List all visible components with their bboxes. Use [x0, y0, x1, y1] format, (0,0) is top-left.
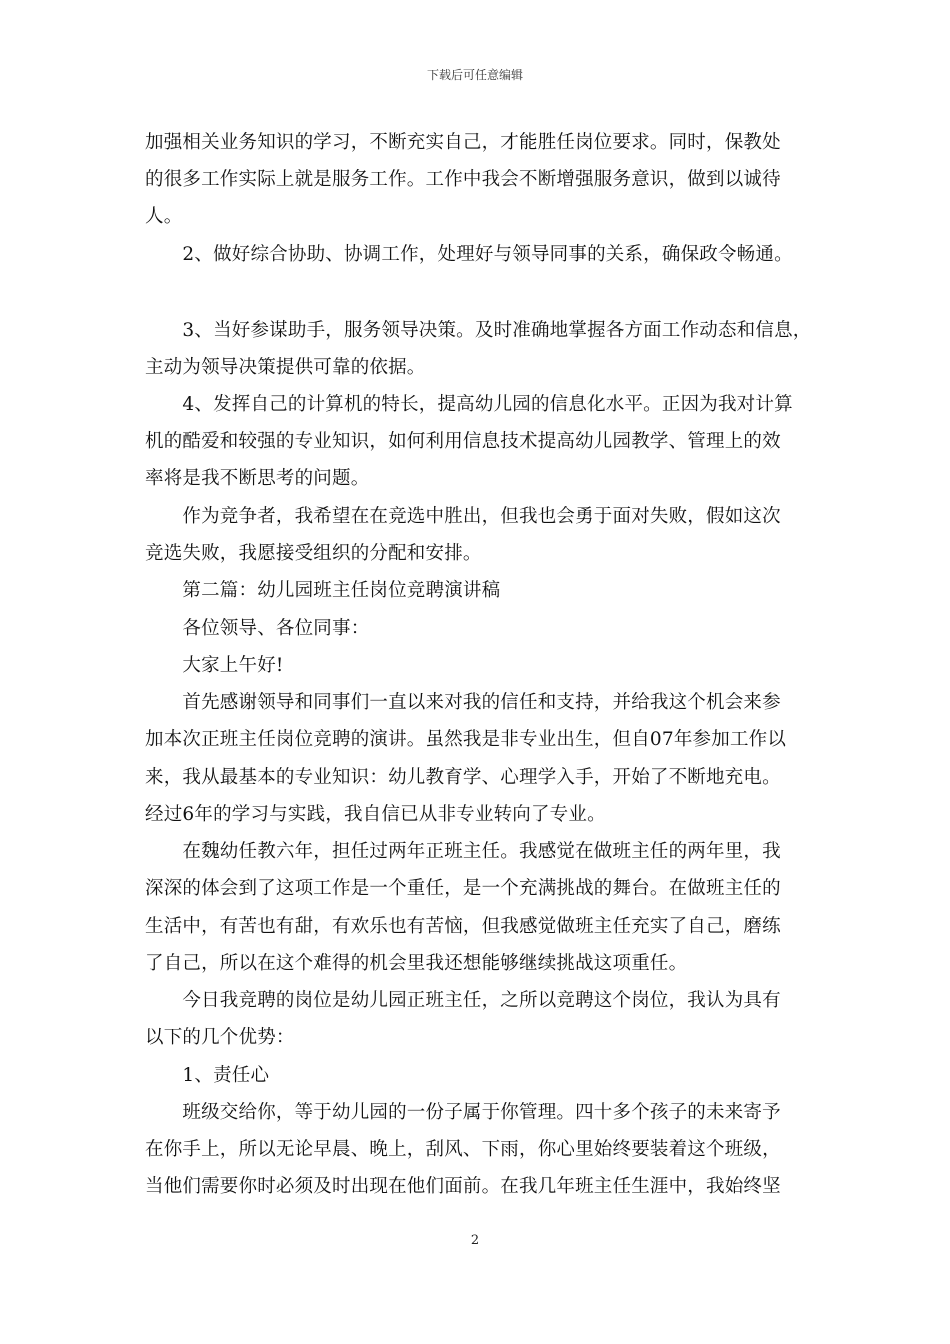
- text-line: 当他们需要你时必须及时出现在他们面前。在我几年班主任生涯中，我始终坚: [145, 1176, 781, 1197]
- text-line: 机的酷爱和较强的专业知识，如何利用信息技术提高幼儿园教学、管理上的效: [145, 431, 781, 452]
- text-line: 来，我从最基本的专业知识：幼儿教育学、心理学入手，开始了不断地充电。: [145, 767, 781, 788]
- text-line: 深深的体会到了这项工作是一个重任，是一个充满挑战的舞台。在做班主任的: [145, 878, 781, 899]
- text-line: 1、责任心: [145, 1065, 270, 1086]
- page-number: 2: [470, 1233, 480, 1248]
- text-line: 经过6年的学习与实践，我自信已从非专业转向了专业。: [145, 804, 606, 825]
- text-line: 在魏幼任教六年，担任过两年正班主任。我感觉在做班主任的两年里，我: [145, 841, 781, 862]
- text-line: 各位领导、各位同事：: [145, 618, 370, 639]
- text-line: 竞选失败，我愿接受组织的分配和安排。: [145, 543, 482, 564]
- page-header: 下载后可任意编辑: [426, 68, 523, 82]
- text-line: 首先感谢领导和同事们一直以来对我的信任和支持，并给我这个机会来参: [145, 692, 781, 713]
- section-heading: 第二篇：幼儿园班主任岗位竞聘演讲稿: [145, 580, 501, 601]
- text-line: 4、发挥自己的计算机的特长，提高幼儿园的信息化水平。正因为我对计算: [145, 394, 793, 415]
- text-line: 了自己，所以在这个难得的机会里我还想能够继续挑战这项重任。: [145, 953, 688, 974]
- text-line: 人。: [145, 206, 183, 227]
- text-line: 在你手上，所以无论早晨、晚上，刮风、下雨，你心里始终要装着这个班级，: [145, 1139, 781, 1160]
- text-line: 加强相关业务知识的学习，不断充实自己，才能胜任岗位要求。同时，保教处: [145, 132, 781, 153]
- text-line: 以下的几个优势：: [145, 1027, 295, 1048]
- text-line: 2、做好综合协助、协调工作，处理好与领导同事的关系，确保政令畅通。: [145, 244, 793, 265]
- text-line: 作为竞争者，我希望在在竞选中胜出，但我也会勇于面对失败，假如这次: [145, 506, 781, 527]
- text-line: 的很多工作实际上就是服务工作。工作中我会不断增强服务意识，做到以诚待: [145, 169, 781, 190]
- text-line: 率将是我不断思考的问题。: [145, 468, 370, 489]
- text-line: 加本次正班主任岗位竞聘的演讲。虽然我是非专业出生，但自07年参加工作以: [145, 729, 787, 750]
- text-line: 今日我竞聘的岗位是幼儿园正班主任，之所以竞聘这个岗位，我认为具有: [145, 990, 781, 1011]
- text-line: 主动为领导决策提供可靠的依据。: [145, 357, 426, 378]
- text-line: 生活中，有苦也有甜，有欢乐也有苦恼，但我感觉做班主任充实了自己，磨练: [145, 916, 781, 937]
- text-line: 班级交给你，等于幼儿园的一份子属于你管理。四十多个孩子的未来寄予: [145, 1102, 781, 1123]
- text-line: 3、当好参谋助手，服务领导决策。及时准确地掌握各方面工作动态和信息，: [145, 320, 812, 341]
- text-line: 大家上午好!: [145, 655, 284, 676]
